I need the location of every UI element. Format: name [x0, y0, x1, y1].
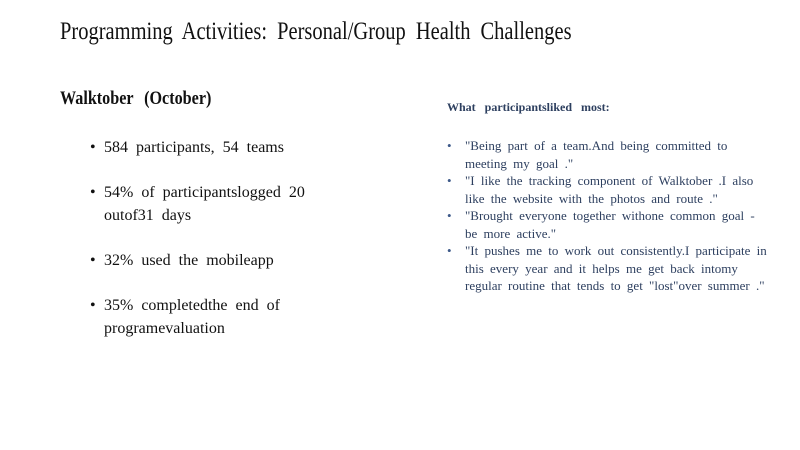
stat-item: • 54% of participantslogged 20 outof31 days [90, 181, 360, 227]
quote-item: • "Being part of a team.And being committed to meeting my goal ." [447, 137, 767, 172]
section-subtitle: Walktober (October) [60, 88, 212, 109]
stats-list [60, 136, 360, 340]
stat-item: • 35% completedthe end of programevaluation [90, 294, 360, 340]
quote-item: • "It pushes me to work out consistently.I participate in this every year and it helps me get back intomy regular routine that tends to get "lost"over summer ." [447, 242, 767, 295]
left-column [60, 88, 360, 362]
quotes-heading: What participantsliked most: [447, 100, 610, 114]
right-column [447, 100, 767, 295]
stat-item: • 584 participants, 54 teams [90, 136, 360, 159]
slide-title: Programming Activities: Personal/Group Health Challenges [60, 18, 572, 45]
quote-item: • "I like the tracking component of Walktober .I also like the website with the photos and route ." [447, 172, 767, 207]
quotes-list [447, 137, 767, 295]
quote-item: • "Brought everyone together withone common goal - be more active." [447, 207, 767, 242]
stat-item: • 32% used the mobileapp [90, 249, 360, 272]
